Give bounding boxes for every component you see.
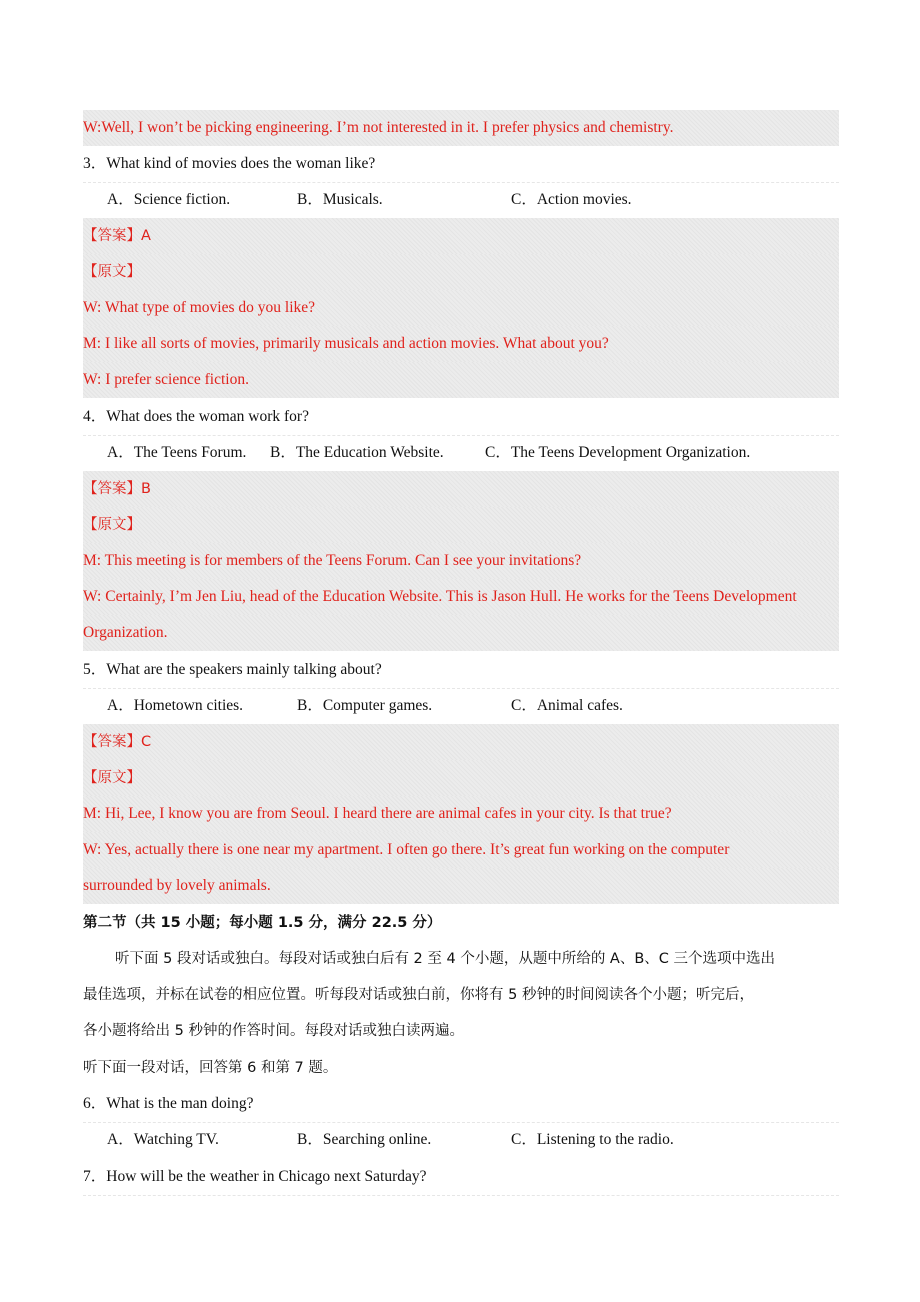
answer-label: 【答案】B xyxy=(83,471,839,507)
transcript-line: W: I prefer science fiction. xyxy=(83,362,839,398)
question-7: 7．How will be the weather in Chicago next Saturday? xyxy=(83,1159,839,1196)
source-label: 【原文】 xyxy=(83,507,839,543)
section-heading: 第二节（共 15 小题；每小题 1.5 分，满分 22.5 分） xyxy=(83,915,442,931)
instruction-line: 最佳选项，并标在试卷的相应位置。听每段对话或独白前，你将有 5 秒钟的时间阅读各个小题；听完后， xyxy=(83,987,754,1003)
question-6: 6．What is the man doing? xyxy=(83,1086,839,1123)
option-a[interactable]: A．Watching TV. xyxy=(107,1131,219,1148)
option-b[interactable]: B．Computer games. xyxy=(297,697,433,714)
option-c[interactable]: C．The Teens Development Organization. xyxy=(485,444,751,461)
option-b[interactable]: B．Searching online. xyxy=(297,1131,432,1148)
transcript-line: W: Certainly, I’m Jen Liu, head of the Education Website. This is Jason Hull. He works for the Teens Development xyxy=(83,579,839,615)
transcript-line: M: I like all sorts of movies, primarily musicals and action movies. What about you? xyxy=(83,326,839,362)
options-q4 xyxy=(83,435,839,471)
sub-instruction: 听下面一段对话，回答第 6 和第 7 题。 xyxy=(83,1060,338,1076)
option-b[interactable]: B．Musicals. xyxy=(297,191,383,208)
source-label: 【原文】 xyxy=(83,254,839,290)
answer-label: 【答案】C xyxy=(83,724,839,760)
options-q5 xyxy=(83,688,839,724)
option-c[interactable]: C．Animal cafes. xyxy=(511,697,623,714)
source-label: 【原文】 xyxy=(83,760,839,796)
transcript-line: W: Yes, actually there is one near my apartment. I often go there. It’s great fun working on the computer xyxy=(83,832,839,868)
question-4: 4．What does the woman work for? xyxy=(83,399,839,436)
transcript-line: M: Hi, Lee, I know you are from Seoul. I heard there are animal cafes in your city. Is that true? xyxy=(83,796,839,832)
option-a[interactable]: A．Hometown cities. xyxy=(107,697,244,714)
option-c[interactable]: C．Action movies. xyxy=(511,191,632,208)
question-3: 3．What kind of movies does the woman like? xyxy=(83,146,839,183)
transcript-line: M: This meeting is for members of the Teens Forum. Can I see your invitations? xyxy=(83,543,839,579)
options-q3 xyxy=(83,182,839,218)
option-b[interactable]: B．The Education Website. xyxy=(270,444,444,461)
instruction-line: 听下面 5 段对话或独白。每段对话或独白后有 2 至 4 个小题，从题中所给的 A、B、C 三个选项中选出 xyxy=(115,951,776,967)
instruction-line: 各小题将给出 5 秒钟的作答时间。每段对话或独白读两遍。 xyxy=(83,1023,464,1039)
options-q6 xyxy=(83,1122,839,1158)
transcript-line: Organization. xyxy=(83,615,839,651)
answer-label: 【答案】A xyxy=(83,218,839,254)
transcript-line: surrounded by lovely animals. xyxy=(83,868,839,904)
option-c[interactable]: C．Listening to the radio. xyxy=(511,1131,674,1148)
transcript-line: W:Well, I won’t be picking engineering. I’m not interested in it. I prefer physics and chemistry. xyxy=(83,110,839,146)
question-5: 5．What are the speakers mainly talking about? xyxy=(83,652,839,689)
option-a[interactable]: A．Science fiction. xyxy=(107,191,231,208)
transcript-line: W: What type of movies do you like? xyxy=(83,290,839,326)
option-a[interactable]: A．The Teens Forum. xyxy=(107,444,247,461)
